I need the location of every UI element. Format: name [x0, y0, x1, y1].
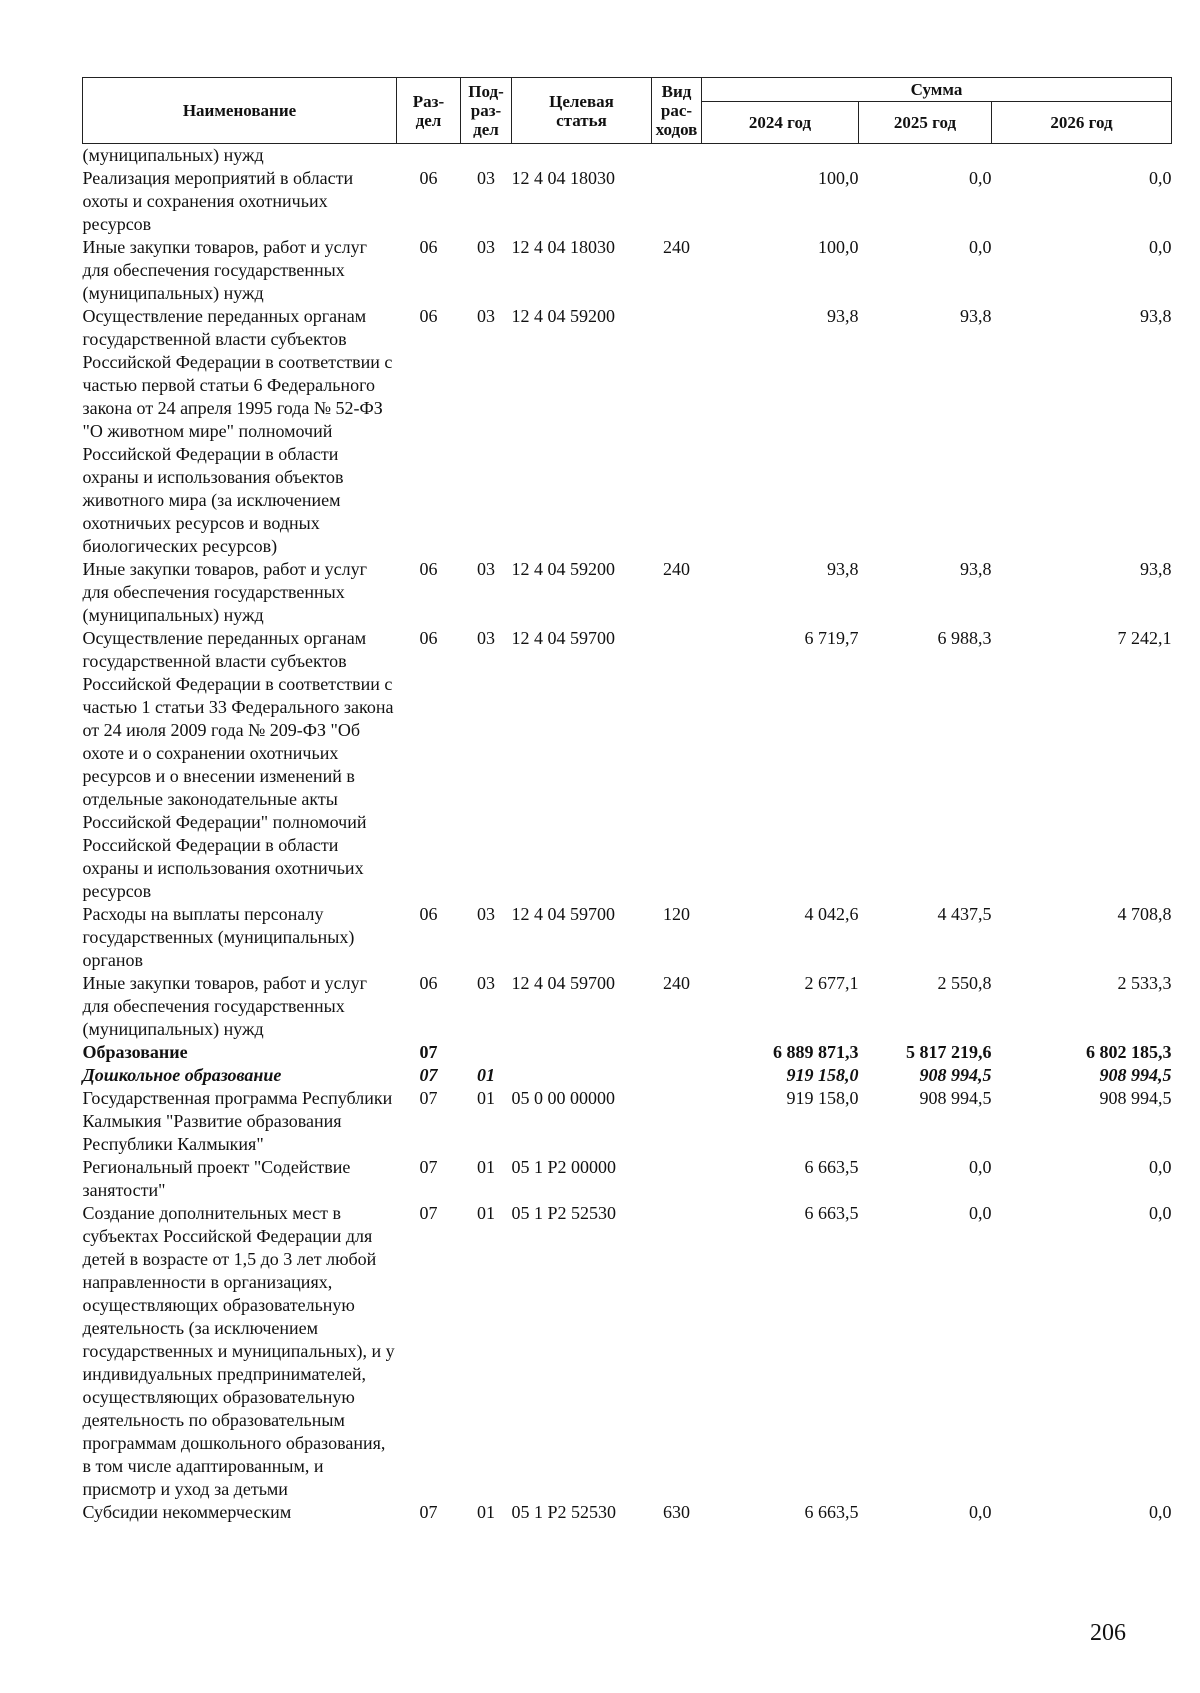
row-sum-2026: 908 994,5 [1099, 1088, 1172, 1108]
row-podrazdel: 03 [477, 306, 495, 326]
table-row [83, 1501, 1172, 1524]
col-header-podrazdel-label: Под- раз- дел [468, 82, 504, 139]
row-sum-2025: 0,0 [969, 1502, 992, 1522]
row-sum-2026 [992, 144, 1172, 168]
row-podrazdel: 01 [477, 1502, 495, 1522]
table-row [83, 1156, 1172, 1202]
row-podrazdel: 03 [477, 904, 495, 924]
row-sum-2026: 908 994,5 [1099, 1065, 1172, 1085]
col-header-2026: 2026 год [992, 102, 1172, 144]
row-target [512, 1041, 652, 1064]
row-podrazdel: 03 [477, 168, 495, 188]
row-sum-2025: 0,0 [969, 237, 992, 257]
row-name: Реализация мероприятий в области охоты и сохранения охотничьих ресурсов [82, 168, 354, 234]
row-sum-2026: 0,0 [1149, 1502, 1172, 1522]
row-vid [652, 1064, 702, 1087]
row-sum-2025: 4 437,5 [937, 904, 992, 924]
col-header-razdel [397, 78, 461, 144]
row-razdel: 06 [419, 559, 438, 579]
row-name: Осуществление переданных органам государственной власти субъектов Российской Федерации в соответствии с частью 1 статьи 33 Федерального закона от 24 июля 2009 года № 209-ФЗ "Об охоте и о сохранении охотничьих ресурсов и о внесении изменений в отдельные законодательные акты Российской Федерации" полномочий Российской Федерации в области охраны и использования охотничьих ресурсов [82, 628, 394, 901]
row-sum-2024: 100,0 [818, 168, 859, 188]
row-sum-2024: 6 663,5 [804, 1502, 859, 1522]
row-podrazdel: 03 [477, 973, 495, 993]
row-vid [652, 1202, 702, 1501]
row-sum-2026: 0,0 [1149, 237, 1172, 257]
row-podrazdel: 03 [477, 628, 495, 648]
row-target [512, 144, 652, 168]
col-header-sum: Сумма [702, 78, 1172, 102]
row-target: 12 4 04 59700 [511, 628, 615, 648]
page-number: 206 [1090, 1620, 1126, 1646]
table-row [83, 167, 1172, 236]
row-podrazdel: 01 [477, 1065, 495, 1085]
row-razdel: 07 [419, 1157, 438, 1177]
row-sum-2024: 6 889 871,3 [773, 1042, 859, 1062]
row-name: Осуществление переданных органам государственной власти субъектов Российской Федерации в соответствии с частью первой статьи 6 Федерального закона от 24 апреля 1995 года № 52-ФЗ "О животном мире" полномочий Российской Федерации в области охраны и использования объектов животного мира (за исключением охотничьих ресурсов и водных биологических ресурсов) [82, 306, 393, 556]
table-row [83, 1087, 1172, 1156]
row-vid: 240 [663, 559, 690, 579]
row-razdel: 06 [419, 237, 438, 257]
row-sum-2025: 908 994,5 [919, 1088, 992, 1108]
row-sum-2026: 93,8 [1140, 559, 1172, 579]
col-header-target [512, 78, 652, 144]
row-razdel: 06 [419, 628, 438, 648]
row-name: Создание дополнительных мест в субъектах Российской Федерации для детей в возрасте от 1,5 до 3 лет любой направленности в организациях, осуществляющих образовательную деятельность (за исключением государственных и муниципальных), и у индивидуальных предпринимателей, осуществляющих образовательную деятельность по образовательным программам дошкольного образования, в том числе адаптированным, и присмотр и уход за детьми [82, 1203, 395, 1499]
row-name: (муниципальных) нужд [82, 145, 264, 165]
row-sum-2024 [702, 144, 859, 168]
row-sum-2024: 2 677,1 [804, 973, 859, 993]
table-row [83, 627, 1172, 903]
row-target: 12 4 04 59200 [511, 306, 615, 326]
row-sum-2024: 93,8 [827, 559, 859, 579]
row-target: 05 1 P2 52530 [511, 1502, 617, 1522]
row-razdel: 06 [419, 904, 438, 924]
row-sum-2025: 0,0 [969, 1203, 992, 1223]
row-sum-2024: 4 042,6 [804, 904, 859, 924]
row-target: 12 4 04 59700 [511, 973, 615, 993]
row-name: Иные закупки товаров, работ и услуг для обеспечения государственных (муниципальных) нужд [82, 559, 367, 625]
row-sum-2026: 0,0 [1149, 1203, 1172, 1223]
row-sum-2024: 6 719,7 [804, 628, 859, 648]
row-vid [652, 1087, 702, 1156]
row-sum-2025 [859, 144, 992, 168]
row-sum-2024: 919 158,0 [786, 1065, 859, 1085]
row-sum-2024: 6 663,5 [804, 1203, 859, 1223]
table-row [83, 1064, 1172, 1087]
row-sum-2025: 2 550,8 [937, 973, 992, 993]
table-row [83, 236, 1172, 305]
row-name: Региональный проект "Содействие занятости" [82, 1157, 351, 1200]
row-vid [652, 627, 702, 903]
row-podrazdel: 01 [477, 1203, 495, 1223]
row-sum-2024: 6 663,5 [804, 1157, 859, 1177]
row-target: 12 4 04 59200 [511, 559, 615, 579]
row-sum-2026: 0,0 [1149, 168, 1172, 188]
row-razdel: 06 [419, 306, 438, 326]
table-row [83, 305, 1172, 558]
table-row [83, 1202, 1172, 1501]
row-sum-2026: 2 533,3 [1117, 973, 1172, 993]
row-sum-2025: 5 817 219,6 [906, 1042, 992, 1062]
row-sum-2024: 100,0 [818, 237, 859, 257]
row-sum-2025: 0,0 [969, 1157, 992, 1177]
row-podrazdel: 03 [477, 237, 495, 257]
table-row [83, 903, 1172, 972]
col-header-target-label: Целевая статья [549, 91, 614, 130]
row-sum-2025: 93,8 [960, 559, 992, 579]
row-vid: 240 [663, 237, 690, 257]
row-podrazdel [461, 144, 512, 168]
table-body [83, 144, 1172, 1525]
row-vid [652, 144, 702, 168]
row-name: Государственная программа Республики Калмыкия "Развитие образования Республики Калмыкия" [82, 1088, 393, 1154]
col-header-podrazdel [461, 78, 512, 144]
row-target: 12 4 04 18030 [511, 237, 615, 257]
row-vid: 240 [663, 973, 690, 993]
row-sum-2026: 4 708,8 [1117, 904, 1172, 924]
table-row [83, 1041, 1172, 1064]
table-row [83, 558, 1172, 627]
row-podrazdel [461, 1041, 512, 1064]
row-razdel: 06 [419, 168, 438, 188]
row-podrazdel: 01 [477, 1157, 495, 1177]
col-header-vid-label: Вид рас- ходов [655, 82, 698, 139]
table-header [83, 78, 1172, 144]
row-target: 05 0 00 00000 [511, 1088, 615, 1108]
row-razdel: 07 [419, 1042, 438, 1062]
row-vid [652, 1156, 702, 1202]
row-sum-2024: 93,8 [827, 306, 859, 326]
table-row [83, 144, 1172, 168]
row-name: Образование [82, 1042, 188, 1062]
row-podrazdel: 03 [477, 559, 495, 579]
row-sum-2025: 0,0 [969, 168, 992, 188]
col-header-2025: 2025 год [859, 102, 992, 144]
row-vid: 120 [663, 904, 690, 924]
table-row [83, 972, 1172, 1041]
row-sum-2025: 6 988,3 [937, 628, 992, 648]
row-sum-2026: 93,8 [1140, 306, 1172, 326]
col-header-name: Наименование [83, 78, 397, 144]
budget-table [82, 77, 1172, 1524]
row-target [512, 1064, 652, 1087]
row-name: Иные закупки товаров, работ и услуг для обеспечения государственных (муниципальных) нужд [82, 973, 367, 1039]
row-sum-2024: 919 158,0 [786, 1088, 859, 1108]
row-target: 12 4 04 59700 [511, 904, 615, 924]
row-razdel: 07 [419, 1065, 438, 1085]
row-name: Расходы на выплаты персоналу государственных (муниципальных) органов [82, 904, 355, 970]
row-vid [652, 167, 702, 236]
row-vid [652, 1041, 702, 1064]
col-header-razdel-label: Раз- дел [412, 91, 445, 130]
col-header-vid [652, 78, 702, 144]
row-razdel: 07 [419, 1088, 438, 1108]
row-razdel: 06 [419, 973, 438, 993]
row-sum-2026: 0,0 [1149, 1157, 1172, 1177]
row-razdel: 07 [419, 1502, 438, 1522]
row-sum-2026: 7 242,1 [1117, 628, 1172, 648]
row-podrazdel: 01 [477, 1088, 495, 1108]
row-target: 05 1 P2 52530 [511, 1203, 617, 1223]
row-target: 12 4 04 18030 [511, 168, 615, 188]
row-name: Иные закупки товаров, работ и услуг для обеспечения государственных (муниципальных) нужд [82, 237, 367, 303]
row-sum-2025: 93,8 [960, 306, 992, 326]
row-vid [652, 305, 702, 558]
row-vid: 630 [663, 1502, 690, 1522]
row-sum-2026: 6 802 185,3 [1086, 1042, 1172, 1062]
row-target: 05 1 P2 00000 [511, 1157, 617, 1177]
row-sum-2025: 908 994,5 [919, 1065, 992, 1085]
row-name: Субсидии некоммерческим [82, 1502, 292, 1522]
row-razdel [397, 144, 461, 168]
row-razdel: 07 [419, 1203, 438, 1223]
row-name: Дошкольное образование [82, 1065, 282, 1085]
col-header-2024: 2024 год [702, 102, 859, 144]
